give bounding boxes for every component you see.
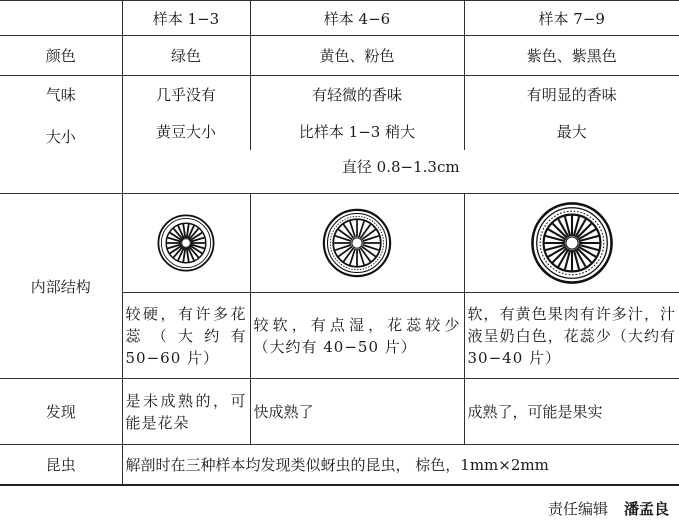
color-sample-2: 黄色、粉色 xyxy=(250,36,464,76)
structure-image-cell-3 xyxy=(464,194,679,293)
row-label-size: 大小 xyxy=(0,114,122,194)
header-sample-3: 样本 7−9 xyxy=(464,1,679,36)
smell-row xyxy=(0,76,679,114)
editor-credit-label: 责任编辑 xyxy=(547,500,608,518)
editor-credit xyxy=(548,498,669,519)
row-label-finding: 发现 xyxy=(0,379,122,445)
size-sample-1: 黄豆大小 xyxy=(122,114,250,150)
row-label-structure: 内部结构 xyxy=(0,194,122,379)
finding-sample-2: 快成熟了 xyxy=(250,379,464,445)
structure-sample-1: 较硬，有许多花蕊（大约有50−60 片） xyxy=(122,293,250,379)
structure-image-row xyxy=(0,194,679,293)
structure-image-cell-1 xyxy=(122,194,250,293)
insect-text: 解剖时在三种样本均发现类似蚜虫的昆虫， 棕色，1mm×2mm xyxy=(122,445,679,485)
row-label-smell: 气味 xyxy=(0,76,122,114)
cross-section-large-icon xyxy=(529,200,615,286)
header-row xyxy=(0,1,679,36)
insect-row xyxy=(0,445,679,485)
cross-section-medium-icon xyxy=(321,207,393,279)
smell-sample-2: 有轻微的香味 xyxy=(250,76,464,114)
size-sample-2: 比样本 1−3 稍大 xyxy=(250,114,464,150)
finding-row xyxy=(0,379,679,445)
size-sample-3: 最大 xyxy=(464,114,679,150)
editor-name: 潘孟良 xyxy=(623,500,669,518)
header-sample-1: 样本 1−3 xyxy=(122,1,250,36)
cross-section-small-icon xyxy=(156,213,216,273)
color-sample-1: 绿色 xyxy=(122,36,250,76)
color-row xyxy=(0,36,679,76)
row-label-color: 颜色 xyxy=(0,36,122,76)
smell-sample-1: 几乎没有 xyxy=(122,76,250,114)
row-label-insect: 昆虫 xyxy=(0,445,122,485)
finding-sample-3: 成熟了，可能是果实 xyxy=(464,379,679,445)
size-row xyxy=(0,114,679,150)
header-sample-2: 样本 4−6 xyxy=(250,1,464,36)
structure-sample-2: 较软，有点湿，花蕊较少（大约有 40−50 片） xyxy=(250,293,464,379)
finding-sample-1: 是未成熟的，可能是花朵 xyxy=(122,379,250,445)
structure-sample-3: 软，有黄色果肉有许多汁，汁液呈奶白色，花蕊少（大约有 30−40 片） xyxy=(464,293,679,379)
color-sample-3: 紫色、紫黑色 xyxy=(464,36,679,76)
size-diameter: 直径 0.8−1.3cm xyxy=(122,150,679,194)
header-corner xyxy=(0,1,122,36)
structure-image-cell-2 xyxy=(250,194,464,293)
smell-sample-3: 有明显的香味 xyxy=(464,76,679,114)
